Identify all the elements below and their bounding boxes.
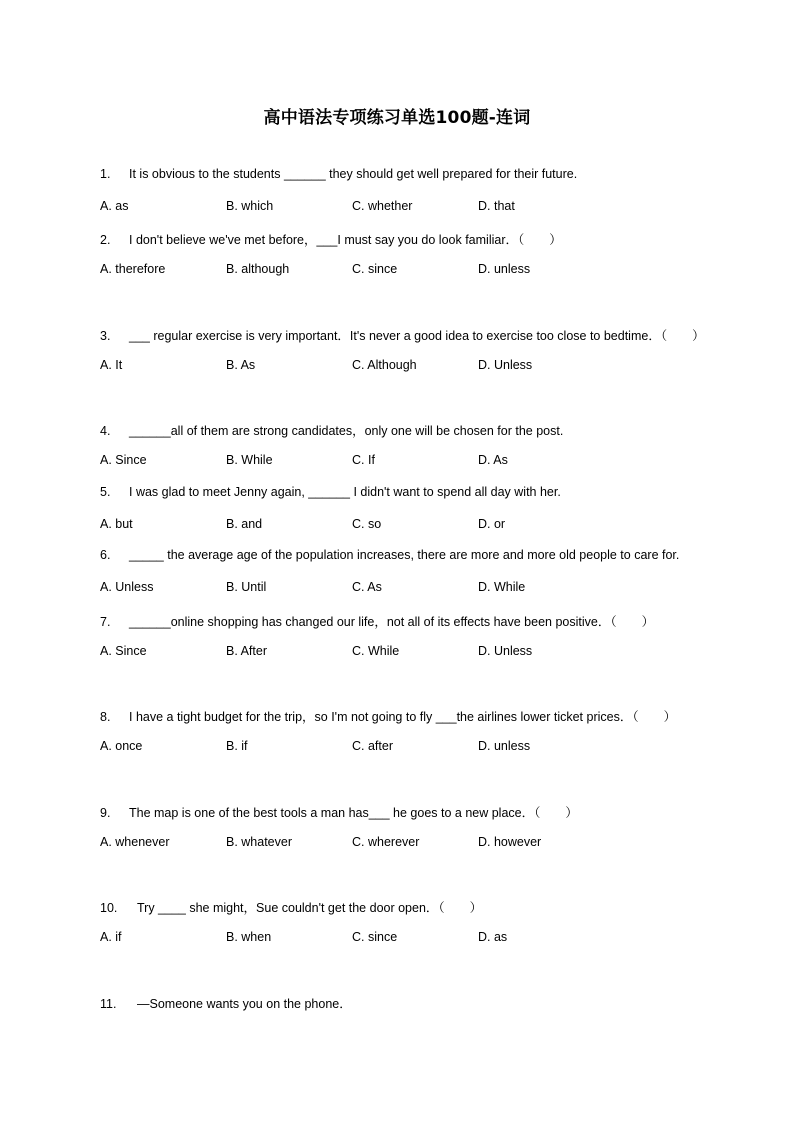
option-a: A. as <box>100 199 129 213</box>
option-c: C. Although <box>352 358 417 372</box>
option-d: D. or <box>478 517 506 531</box>
question-5 <box>100 485 561 499</box>
question-7 <box>100 612 654 630</box>
option-b: B. if <box>226 739 248 753</box>
question-number: 7. <box>100 615 111 629</box>
question-number: 10. <box>100 901 118 915</box>
question-number: 6. <box>100 548 111 562</box>
option-d: D. unless <box>478 739 531 753</box>
option-a: A. Since <box>100 453 147 467</box>
option-a: A. Since <box>100 644 147 658</box>
option-c: C. since <box>352 262 398 276</box>
option-c: C. whether <box>352 199 413 213</box>
question-text: ______all of them are strong candidates，only one will be chosen for the post. <box>129 424 564 438</box>
option-d: D. as <box>478 930 508 944</box>
question-text: It is obvious to the students ______ they should get well prepared for their future. <box>129 167 578 181</box>
option-b: B. which <box>226 199 274 213</box>
option-c: C. so <box>352 517 382 531</box>
option-b: B. As <box>226 358 256 372</box>
question-1 <box>100 167 577 181</box>
option-d: D. Unless <box>478 358 533 372</box>
option-b: B. While <box>226 453 273 467</box>
option-b: B. After <box>226 644 267 658</box>
question-8 <box>100 707 676 725</box>
question-text: I have a tight budget for the trip，so I'm not going to fly ___the airlines lower ticket prices．（ ） <box>129 710 677 724</box>
option-d: D. that <box>478 199 515 213</box>
question-text: _____ the average age of the population increases, there are more and more old people to care for. <box>129 548 680 562</box>
option-b: B. whatever <box>226 835 293 849</box>
option-c: C. While <box>352 644 400 658</box>
question-3 <box>100 326 705 344</box>
question-10 <box>100 898 482 916</box>
question-number: 9. <box>100 806 111 820</box>
option-c: C. after <box>352 739 393 753</box>
option-a: A. if <box>100 930 122 944</box>
question-11 <box>100 994 352 1012</box>
question-4 <box>100 421 563 439</box>
option-b: B. although <box>226 262 290 276</box>
option-b: B. when <box>226 930 272 944</box>
option-c: C. wherever <box>352 835 420 849</box>
option-b: B. and <box>226 517 263 531</box>
question-number: 1. <box>100 167 111 181</box>
option-d: D. As <box>478 453 508 467</box>
question-text: ______online shopping has changed our life，not all of its effects have been positive．（ ） <box>129 615 655 629</box>
question-number: 4. <box>100 424 111 438</box>
question-text: Try ____ she might，Sue couldn't get the door open．（ ） <box>137 901 483 915</box>
option-a: A. whenever <box>100 835 170 849</box>
question-text: I don't believe we've met before，___I must say you do look familiar．（ ） <box>129 233 562 247</box>
question-number: 8. <box>100 710 111 724</box>
option-a: A. therefore <box>100 262 166 276</box>
option-c: C. As <box>352 580 382 594</box>
option-d: D. While <box>478 580 526 594</box>
question-text: ___ regular exercise is very important．It's never a good idea to exercise too close to bedtime．（ ） <box>129 329 705 343</box>
question-number: 11. <box>100 997 117 1011</box>
question-text: —Someone wants you on the phone． <box>137 997 352 1011</box>
option-a: A. but <box>100 517 133 531</box>
question-text: The map is one of the best tools a man has___ he goes to a new place．（ ） <box>129 806 578 820</box>
question-6 <box>100 548 679 562</box>
option-b: B. Until <box>226 580 267 594</box>
option-d: D. however <box>478 835 542 849</box>
question-number: 2. <box>100 233 111 247</box>
option-a: A. once <box>100 739 143 753</box>
option-a: A. Unless <box>100 580 154 594</box>
option-a: A. It <box>100 358 123 372</box>
option-c: C. If <box>352 453 375 467</box>
page-title: 高中语法专项练习单选100题-连词 <box>263 108 531 128</box>
option-d: D. Unless <box>478 644 533 658</box>
option-d: D. unless <box>478 262 531 276</box>
question-2 <box>100 230 562 248</box>
question-number: 5. <box>100 485 111 499</box>
question-9 <box>100 803 578 821</box>
question-number: 3. <box>100 329 111 343</box>
question-text: I was glad to meet Jenny again, ______ I didn't want to spend all day with her. <box>129 485 561 499</box>
option-c: C. since <box>352 930 398 944</box>
